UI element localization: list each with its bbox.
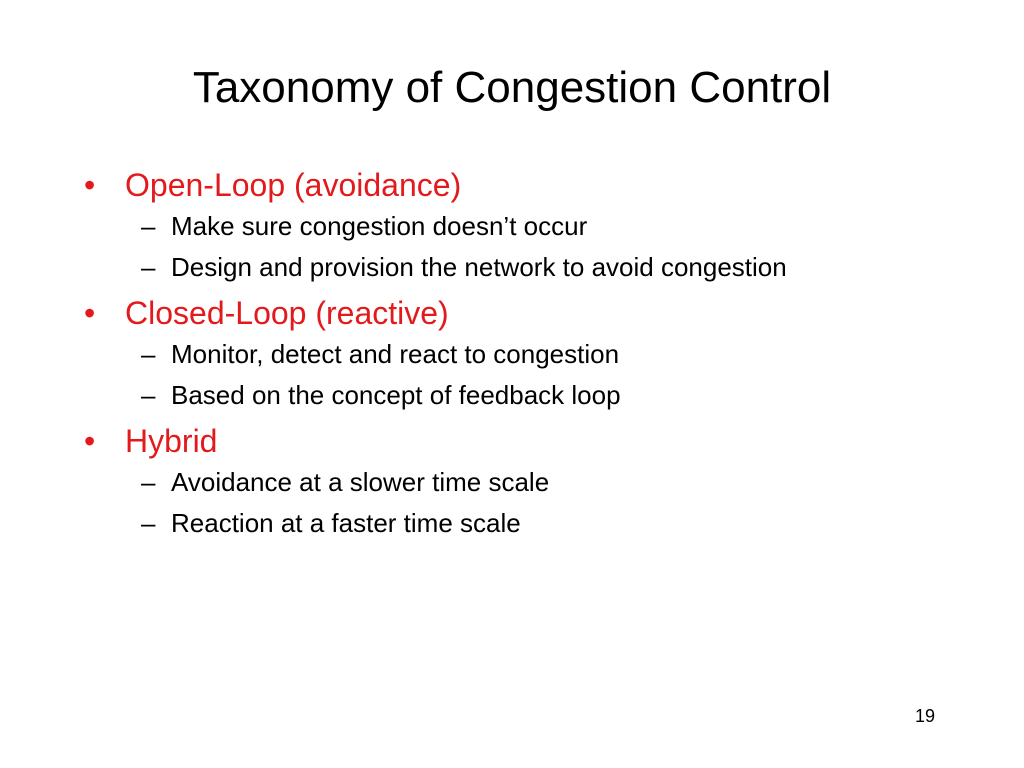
dash-icon: – (141, 467, 156, 497)
sub-item (84, 334, 964, 375)
bullet-icon: • (84, 423, 96, 459)
sub-item (84, 206, 964, 247)
bullet-item-closed-loop (84, 292, 964, 334)
bullet-item-open-loop (84, 164, 964, 206)
dash-icon: – (141, 252, 156, 282)
sub-item (84, 247, 964, 288)
dash-icon: – (141, 339, 156, 369)
bullet-label: Open-Loop (avoidance) (125, 167, 462, 203)
slide-title: Taxonomy of Congestion Control (192, 63, 832, 112)
sub-item-text: Make sure congestion doesn’t occur (171, 211, 588, 241)
bullet-item-hybrid (84, 420, 964, 462)
sub-list-hybrid (84, 462, 964, 544)
bullet-label: Closed-Loop (reactive) (125, 295, 449, 331)
dash-icon: – (141, 380, 156, 410)
bullet-icon: • (84, 167, 96, 203)
sub-list-closed-loop (84, 334, 964, 416)
bullet-icon: • (84, 295, 96, 331)
sub-item-text: Avoidance at a slower time scale (171, 467, 550, 497)
dash-icon: – (141, 211, 156, 241)
sub-list-open-loop (84, 206, 964, 288)
sub-item-text: Design and provision the network to avoid congestion (171, 252, 787, 282)
dash-icon: – (141, 508, 156, 538)
sub-item-text: Based on the concept of feedback loop (171, 380, 621, 410)
bullet-label: Hybrid (125, 423, 218, 459)
sub-item-text: Monitor, detect and react to congestion (171, 339, 620, 369)
sub-item (84, 462, 964, 503)
sub-item (84, 503, 964, 544)
page-number: 19 (914, 706, 936, 726)
sub-item-text: Reaction at a faster time scale (171, 508, 521, 538)
bullet-list (84, 160, 964, 544)
sub-item (84, 375, 964, 416)
